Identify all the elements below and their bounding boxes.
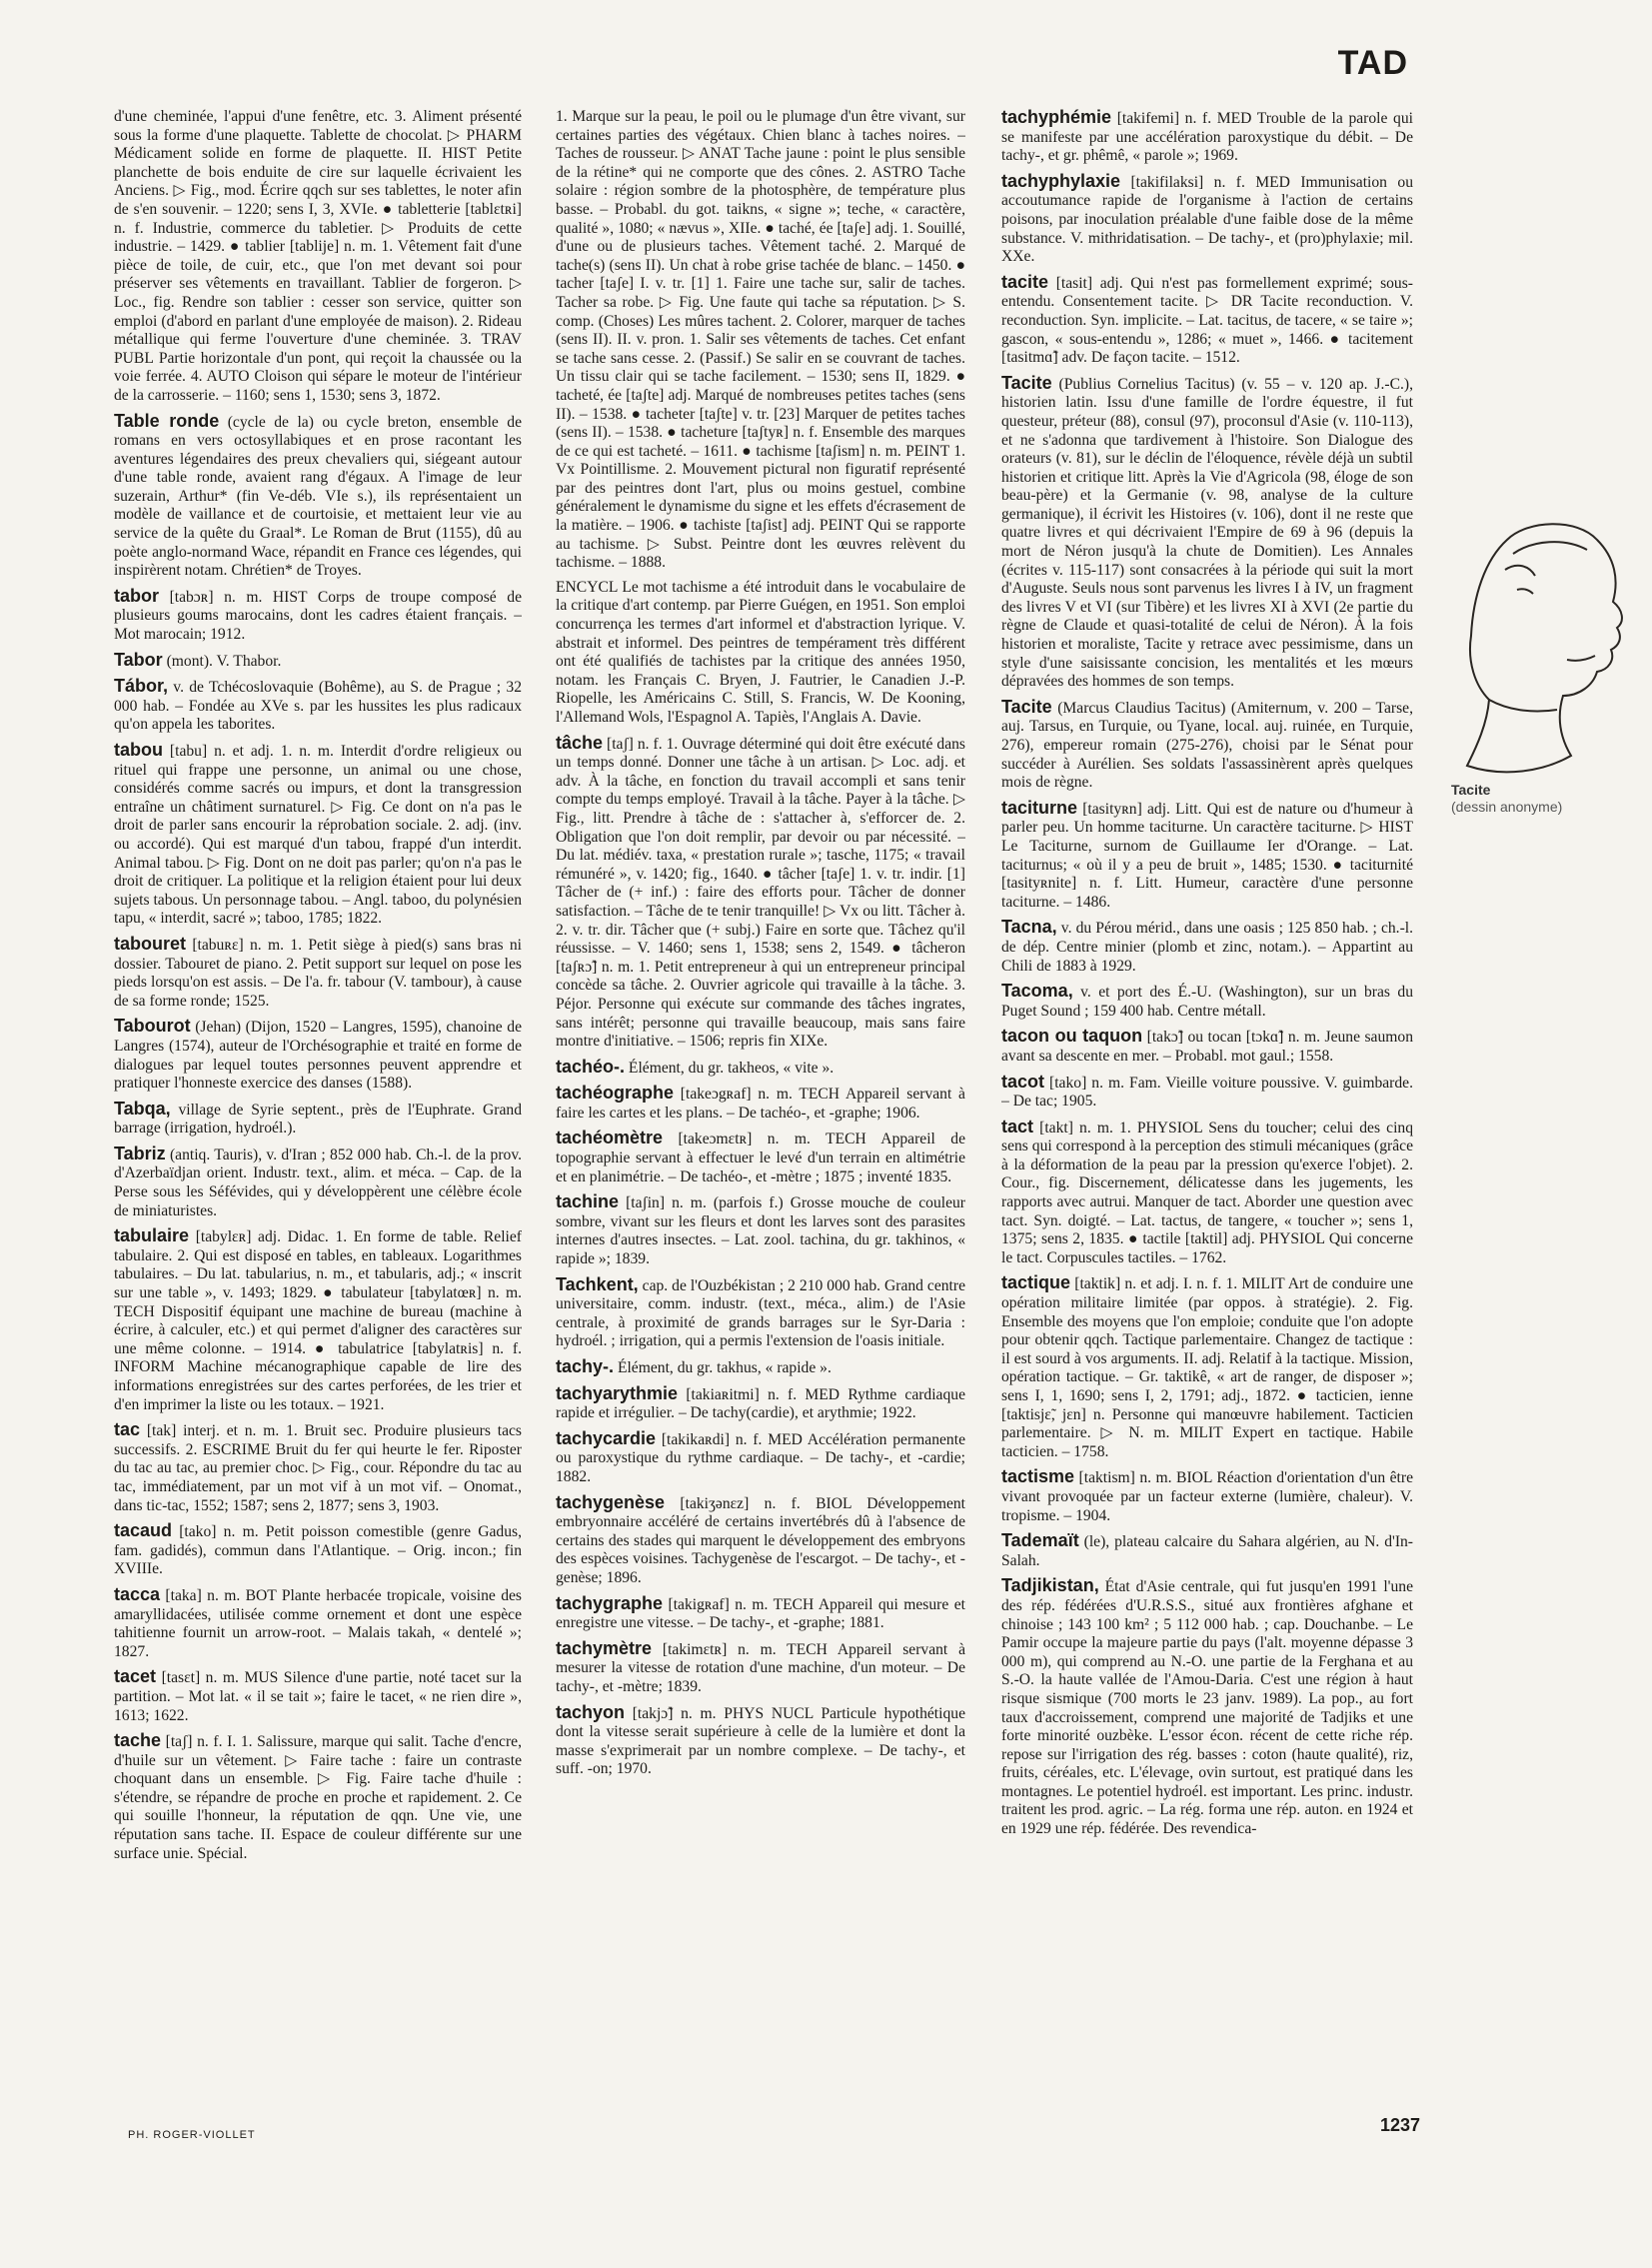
entry-text: [takeɔmɛtʀ] n. m. TECH Appareil de topographie servant à effectuer le levé d'un terrain en altimétrie et en planimétrie. – De tachéo-, et -mètre ; 1875 ; inventé 1835. bbox=[556, 1131, 965, 1185]
entry-text: [takiʒənɛz] n. f. BIOL Développement embryonnaire accéléré de certains invertébrés dû à l'absence de certains des stades qui marquent le développement des embryons des espèces voisines. Tachygenèse de l'escargot. – De tachy-, et -genèse; 1896. bbox=[556, 1494, 965, 1586]
dictionary-entry bbox=[1001, 1273, 1413, 1461]
dictionary-entry bbox=[1001, 273, 1413, 368]
dictionary-entry bbox=[114, 1585, 522, 1661]
dictionary-entry bbox=[114, 1226, 522, 1414]
entry-headword: tachymètre bbox=[556, 1637, 653, 1658]
dictionary-entry bbox=[556, 1192, 965, 1268]
entry-text: [tabɔʀ] n. m. HIST Corps de troupe composé de plusieurs goums marocains, dont les cadres étaient français. – Mot marocain; 1912. bbox=[114, 588, 522, 644]
entry-text: [tabylɛʀ] adj. Didac. 1. En forme de table. Relief tabulaire. 2. Qui est disposé en tables, en tableaux. Logarithmes tabulaires. – Du lat. tabularius, n. m., et tabularis, adj.; « inscrit sur une table », v. 1493; 1829. ● tabulateur [tabylatœʀ] n. m. TECH Dispositif équipant une machine de bureau (machine à écrire, à calculer, etc.) et qui permet d'aligner des caractères sur une même colonne. – 1914. ● tabulatrice [tabylatʀis] n. f. INFORM Machine mécanographique capable de lire des informations enregistrées sur des cartes perforées, de les trier et d'en imprimer la liste ou les totaux. – 1921. bbox=[114, 1228, 522, 1413]
entry-headword: tactisme bbox=[1001, 1466, 1075, 1487]
entry-headword: tacaud bbox=[114, 1520, 173, 1541]
entry-text: [tasɛt] n. m. MUS Silence d'une partie, noté tacet sur la partition. – Mot lat. « il se tait »; faire le tacet, « ne rien dire », 1613; 1622. bbox=[114, 1669, 522, 1724]
dictionary-entry bbox=[1001, 1073, 1413, 1112]
entry-headword: Tabriz bbox=[114, 1142, 166, 1163]
caption-subtitle: (dessin anonyme) bbox=[1451, 799, 1563, 815]
entry-headword: tacite bbox=[1001, 271, 1049, 292]
dictionary-entry bbox=[556, 108, 965, 573]
dictionary-entry bbox=[114, 651, 522, 672]
entry-text: 1. Marque sur la peau, le poil ou le plumage d'un être vivant, sur certaines parties des végétaux. Chien blanc à taches noires. – Taches de rousseur. ▷ ANAT Tache jaune : point le plus sensible de la rétine* qui ne comporte que des cônes. 2. ASTRO Tache solaire : région sombre de la photosphère, de température plus basse. – Probabl. du got. taikns, « signe »; teche, « caractère, qualité », 1080; « nævus », XIIe. ● taché, ée [taʃe] adj. 1. Souillé, d'une ou de plusieurs taches. Vêtement taché. 2. Marqué de tache(s) (sens II). Un chat à robe grise tachée de blanc. – 1450. ● tacher [taʃe] I. v. tr. [1] 1. Faire une tache sur, salir de taches. Tacher sa robe. ▷ Fig. Une faute qui tache sa réputation. ▷ S. comp. (Choses) Les mûres tachent. 2. Colorer, marquer de taches (sens II). II. v. pron. 1. Salir ses vêtements de taches. Cet enfant se tache sans cesse. 2. (Passif.) Se salir en se couvrant de taches. Un tissu clair qui se tache facilement. – 1530; sens II, 1829. ● tacheté, ée [taʃte] adj. Marqué de nombreuses petites taches (sens II). – 1538. ● tacheter [taʃte] v. tr. [23] Marquer de petites taches (sens II). – 1538. ● tacheture [taʃtyʀ] n. f. Ensemble des marques de ce qui est tacheté. – 1611. ● tachisme [taʃism] n. m. PEINT 1. Vx Pointillisme. 2. Mouvement pictural non figuratif représenté par des peintres dont l'art, plus ou moins gestuel, combine généralement le dynamisme du signe et les effets d'écrasement de la matière. – 1906. ● tachiste [taʃist] adj. PEINT Qui se rapporte au tachisme. ▷ Subst. Peintre dont les œuvres relèvent du tachisme. – 1888. bbox=[556, 108, 965, 572]
entry-text: [taktism] n. m. BIOL Réaction d'orientation d'un être vivant provoquée par un facteur externe (lumière, chaleur). V. tropisme. – 1904. bbox=[1001, 1469, 1413, 1524]
entry-headword: tachéo-. bbox=[556, 1056, 626, 1077]
dictionary-entry bbox=[1001, 982, 1413, 1021]
dictionary-entry bbox=[556, 579, 965, 728]
page-number: 1237 bbox=[1379, 2115, 1420, 2135]
entry-headword: tache bbox=[114, 1730, 162, 1751]
entry-text: v. du Pérou mérid., dans une oasis ; 125 850 hab. ; ch.-l. de dép. Centre minier (plomb et zinc, notam.). – Appartint au Chili de 1883 à 1929. bbox=[1001, 920, 1413, 975]
dictionary-entry bbox=[1001, 1467, 1413, 1525]
entry-headword: tachéomètre bbox=[556, 1128, 664, 1148]
dictionary-entry bbox=[556, 1493, 965, 1588]
entry-text: (le), plateau calcaire du Sahara algérien, au N. d'In-Salah. bbox=[1001, 1533, 1413, 1569]
dictionary-entry bbox=[556, 1639, 965, 1697]
entry-headword: Tabor bbox=[114, 649, 163, 670]
dictionary-entry bbox=[114, 741, 522, 929]
dictionary-entry bbox=[114, 677, 522, 735]
entry-text: v. de Tchécoslovaquie (Bohême), au S. de Prague ; 32 000 hab. – Fondée au XVe s. par les hussites les plus radicaux qu'on appela les taborites. bbox=[114, 679, 522, 734]
entry-text: [taka] n. m. BOT Plante herbacée tropicale, voisine des amaryllidacées, utilisée comme ornement et dont une espèce tahitienne fournit un arrow-root. – Malais takah, « dentelé »; 1827. bbox=[114, 1586, 522, 1660]
dictionary-entry bbox=[1001, 374, 1413, 692]
entry-text: [taʃ] n. f. I. 1. Salissure, marque qui salit. Tache d'encre, d'huile sur un vêtement. ▷ Faire tache : faire un contraste choquant dans un ensemble. ▷ Fig. Faire tache d'huile : s'étendre, se répandre de proche en proche et rapidement. 2. Ce qui souille l'honneur, la réputation de qqn. Une vie, une réputation sans tache. II. Espace de couleur différente sur une surface unie. Spécial. bbox=[114, 1733, 522, 1862]
entry-text: cap. de l'Ouzbékistan ; 2 210 000 hab. Grand centre universitaire, comm. industr. (text., méca., alim.) de l'Asie centrale, à proximité de grands barrages sur le Syr-Daria : hydroél. ; irrigation, qui a permis l'extension de l'oasis initiale. bbox=[556, 1276, 965, 1350]
dictionary-entry bbox=[1001, 172, 1413, 267]
dictionary-entry bbox=[1001, 108, 1413, 166]
entry-headword: tacca bbox=[114, 1583, 161, 1604]
entry-headword: Tábor, bbox=[114, 676, 169, 697]
entry-headword: tachygenèse bbox=[556, 1491, 666, 1512]
entry-text: [takeɔgʀaf] n. m. TECH Appareil servant à faire les cartes et les plans. – De tachéo-, et -graphe; 1906. bbox=[556, 1086, 965, 1122]
entry-headword: Table ronde bbox=[114, 410, 220, 431]
entry-text: [takɔ̃] ou tocan [tɔkɑ̃] n. m. Jeune saumon avant sa descente en mer. – Probabl. mot gaul.; 1558. bbox=[1001, 1029, 1413, 1065]
entry-headword: Tachkent, bbox=[556, 1273, 639, 1294]
dictionary-entry bbox=[556, 734, 965, 1052]
entry-headword: Tademaït bbox=[1001, 1530, 1079, 1551]
entry-headword: tachine bbox=[556, 1191, 620, 1212]
dictionary-entry bbox=[114, 587, 522, 645]
column-1 bbox=[114, 108, 522, 2107]
entry-text: [takimɛtʀ] n. m. TECH Appareil servant à mesurer la vitesse de rotation d'une machine, d'un moteur. – De tachy-, et -mètre; 1839. bbox=[556, 1640, 965, 1695]
entry-text: État d'Asie centrale, qui fut jusqu'en 1991 l'une des rép. fédérées d'U.R.S.S., situé aux frontières afghane et chinoise ; 143 100 km² ; 5 112 000 hab. ; cap. Douchanbe. – Le Pamir occupe la majeure partie du pays (l'alt. moyenne dépasse 3 000 m), qui comprend au N.-O. une partie de la Ferghana et au S.-O. la haute vallée de l'Amou-Daria. C'est une région à haut risque sismique (700 morts le 23 janv. 1989). La pop., au fort taux d'accroissement, comprend une majorité de Tadjiks et une forte minorité ouzbèke. L'essor écon. récent de cette riche rép. repose sur l'irrigation des rég. basses : coton (haute qualité), riz, fruits, céréales, etc. L'élevage, ovin surtout, est pratiqué dans les montagnes. Le potentiel hydroél. est important. Les princ. industr. traitent les prod. agric. – La rég. forma une rép. auton. en 1924 et en 1929 une rép. fédérée. Des revendica- bbox=[1001, 1578, 1413, 1838]
running-head: TAD bbox=[1337, 44, 1408, 82]
column-3 bbox=[1001, 108, 1413, 2107]
entry-text: [tabuʀɛ] n. m. 1. Petit siège à pied(s) sans bras ni dossier. Tabouret de piano. 2. Petit support sur lequel on pose les pieds lorsqu'on est assis. – De l'a. fr. tabour (V. tambour), à cause de sa forme ronde; 1525. bbox=[114, 936, 522, 1010]
entry-headword: Tacite bbox=[1001, 372, 1052, 393]
entry-text: d'une cheminée, l'appui d'une fenêtre, etc. 3. Aliment présenté sous la forme d'une plaquette. Tablette de chocolat. ▷ PHARM Médicament solide en forme de plaquette. II. HIST Petite planchette de bois enduite de cire sur laquelle écrivaient les Anciens. ▷ Fig., mod. Écrire qqch sur ses tablettes, le noter afin de s'en souvenir. – 1220; sens I, 3, XVIe. ● tabletterie [tablɛtʀi] n. f. Industrie, commerce du tabletier. ▷ Produits de cette industrie. – 1429. ● tablier [tablije] n. m. 1. Vêtement fait d'une pièce de toile, de cuir, etc., que l'on met devant soi pour préserver ses vêtements en travaillant. Tablier de forgeron. ▷ Loc., fig. Rendre son tablier : cesser son service, quitter son emploi (d'abord en parlant d'une employée de maison). 2. Rideau métallique qui ferme l'ouverture d'une cheminée. 3. TRAV PUBL Partie horizontale d'un pont, qui reçoit la chaussée ou la voie ferrée. 4. AUTO Cloison qui sépare le moteur de l'intérieur de la carrosserie. – 1160; sens 1, 1530; sens 3, 1872. bbox=[114, 108, 522, 404]
dictionary-entry bbox=[114, 1420, 522, 1515]
entry-text: [tasit] adj. Qui n'est pas formellement exprimé; sous-entendu. Consentement tacite. ▷ DR Tacite reconduction. V. reconduction. Syn. implicite. – Lat. tacitus, de tacere, « se taire »; gascon, « sous-entendu », 1286; « muet », 1466. ● tacitement [tasitmɑ̃] adv. De façon tacite. – 1512. bbox=[1001, 274, 1413, 367]
entry-text: ENCYCL Le mot tachisme a été introduit dans le vocabulaire de la critique d'art contemp. par Pierre Guégen, en 1951. Son emploi concurrença les termes d'art informel et d'abstraction lyrique. V. abstrait et informel. Des peintres de tempérament très différent ont été qualifiés de tachistes par la critique des années 1950, notam. les Français C. Bryen, J. Fautrier, le Canadien J.-P. Riopelle, les Américains C. Still, S. Francis, W. De Kooning, l'Allemand Wols, l'Espagnol A. Tapiès, l'Anglais A. Davie. bbox=[556, 578, 965, 726]
entry-headword: tabulaire bbox=[114, 1225, 190, 1246]
entry-text: [tak] interj. et n. m. 1. Bruit sec. Produire plusieurs tacs successifs. 2. ESCRIME Bruit du fer qui heurte le fer. Riposter du tac au tac, au premier choc. ▷ Fig., cour. Répondre du tac au tac, immédiatement, par un mot vif à un mot vif. – Onomat., dans tic-tac, 1552; 1587; sens 2, 1877; sens 3, 1903. bbox=[114, 1422, 522, 1514]
entry-text: [takiaʀitmi] n. f. MED Rythme cardiaque rapide et irrégulier. – De tachy(cardie), et arythmie; 1922. bbox=[556, 1385, 965, 1422]
dictionary-entry bbox=[1001, 698, 1413, 793]
entry-text: (Marcus Claudius Tacitus) (Amiternum, v. 200 – Tarse, auj. Tarsus, en Turquie, ou Tyane, local. auj. ruinée, en Turquie, 276), empereur romain (275-276), choisi par le Sénat pour succéder à Aurélien. Ses soldats l'assassinèrent après quelques mois de règne. bbox=[1001, 699, 1413, 792]
entry-headword: tachy-. bbox=[556, 1356, 615, 1376]
dictionary-entry bbox=[1001, 1118, 1413, 1268]
entry-text: Élément, du gr. takhus, « rapide ». bbox=[617, 1359, 831, 1376]
dictionary-entry bbox=[556, 1384, 965, 1423]
dictionary-entry bbox=[556, 1429, 965, 1487]
dictionary-entry bbox=[114, 108, 522, 406]
entry-headword: tabou bbox=[114, 740, 163, 760]
entry-text: [takifilaksi] n. f. MED Immunisation ou accoutumance rapide de l'organisme à l'action de certains poisons, par inoculation préalable d'une faible dose de la même substance. V. mithridatisation. – De tachy-, et (pro)phylaxie; mil. XXe. bbox=[1001, 173, 1413, 266]
dictionary-entry bbox=[1001, 1027, 1413, 1066]
entry-headword: Tadjikistan, bbox=[1001, 1575, 1099, 1596]
entry-headword: tachyon bbox=[556, 1701, 626, 1722]
entry-text: [takikaʀdi] n. f. MED Accélération permanente ou paroxystique du rythme cardiaque. – De tachy-, et -cardie; 1882. bbox=[556, 1430, 965, 1485]
entry-text: village de Syrie septent., près de l'Euphrate. Grand barrage (irrigation, hydroél.). bbox=[114, 1101, 522, 1137]
entry-text: [takifemi] n. f. MED Trouble de la parole qui se manifeste par une accélération paroxystique du débit. – De tachy-, et gr. phêmê, « parole »; 1969. bbox=[1001, 110, 1413, 165]
photo-credit: PH. ROGER-VIOLLET bbox=[128, 2129, 256, 2141]
entry-text: [tako] n. m. Petit poisson comestible (genre Gadus, fam. gadidés), commun dans l'Atlantique. – Orig. incon.; fin XVIIIe. bbox=[114, 1523, 522, 1578]
portrait-illustration bbox=[1447, 510, 1627, 790]
illustration-caption bbox=[1451, 782, 1651, 816]
entry-headword: tac bbox=[114, 1419, 141, 1440]
dictionary-entry bbox=[556, 1357, 965, 1378]
entry-text: (Publius Cornelius Tacitus) (v. 55 – v. 120 ap. J.-C.), historien latin. Issu d'une famille de l'ordre équestre, il fut questeur, préteur (88), consul (97), proconsul d'Asie (v. 110-113), et ne s'adonna que tardivement à l'histoire. Son Dialogue des orateurs (v. 81), sur le déclin de l'éloquence, révèle déjà un subtil historien et critique litt. Après la Vie d'Agricola (98, éloge de son beau-père) et la Germanie (v. 98, analyse de la culture germanique), il écrivit les Histoires (v. 106), dont il ne reste que quatre livres et qui décrivaient l'Empire de 69 à 96 (depuis la mort de Néron jusqu'à la chute de Domitien). Les Annales (écrites v. 115-117) sont consacrées à la période qui suit la mort d'Auguste. Seuls nous sont parvenus les livres I à IV, un fragment des livres V et VI (sur Tibère) et les livres XI à XVI (2e partie du règne de Claude et quasi-totalité de celui de Néron). À la fois historien et moraliste, Tacite y retrace avec pessimisme, dans un style d'une saisissante concision, les mentalités et les mœurs dépravées des hommes de son temps. bbox=[1001, 375, 1413, 691]
dictionary-entry bbox=[114, 1731, 522, 1863]
entry-headword: tact bbox=[1001, 1116, 1034, 1136]
entry-headword: tachycardie bbox=[556, 1427, 657, 1448]
entry-headword: Tacite bbox=[1001, 696, 1052, 717]
entry-headword: tactique bbox=[1001, 1272, 1071, 1293]
entry-headword: tacet bbox=[114, 1666, 157, 1687]
entry-headword: tacot bbox=[1001, 1071, 1045, 1092]
entry-text: [tako] n. m. Fam. Vieille voiture poussive. V. guimbarde. – De tac; 1905. bbox=[1001, 1074, 1413, 1111]
dictionary-entry bbox=[114, 935, 522, 1011]
entry-headword: tachyphylaxie bbox=[1001, 170, 1121, 191]
entry-text: [tabu] n. et adj. 1. n. m. Interdit d'ordre religieux ou rituel qui frappe une personne, un animal ou une chose, considérés comme sacrés ou impurs, et dont la transgression entraîne un châtiment surnaturel. ▷ Fig. Ce dont on n'a pas le droit de parler sans encourir la réprobation sociale. 2. adj. (inv. ou accordé). Qui est marqué d'un tabou, frappé d'un interdit. Animal tabou. ▷ Fig. Dont on ne doit pas parler; qu'on n'a pas le droit de critiquer. La politique et la religion étaient pour lui deux sujets tabous. Un personnage tabou. – Angl. taboo, du polynésien tapu, « interdit, sacré »; taboo, 1785; 1822. bbox=[114, 743, 522, 928]
entry-text: [tasityʀn] adj. Litt. Qui est de nature ou d'humeur à parler peu. Un homme taciturne. Un caractère taciturne. ▷ HIST Le Taciturne, surnom de Guillaume Ier d'Orange. – Lat. taciturnus; « où il y a peu de bruit », 1485; 1530. ● taciturnité [tasityʀnite] n. f. Litt. Humeur, caractère d'une personne taciturne. – 1486. bbox=[1001, 800, 1413, 911]
dictionary-entry bbox=[556, 1703, 965, 1779]
caption-title: Tacite bbox=[1451, 782, 1491, 798]
dictionary-entry bbox=[556, 1275, 965, 1351]
dictionary-entry bbox=[556, 1084, 965, 1123]
entry-headword: tachéographe bbox=[556, 1083, 675, 1104]
dictionary-entry bbox=[1001, 918, 1413, 976]
entry-text: [taktik] n. et adj. I. n. f. 1. MILIT Art de conduire une opération militaire limitée (par oppos. à stratégie). 2. Fig. Ensemble des moyens que l'on emploie; conduite que l'on adopte pour obtenir qqch. Tactique parlementaire. Changez de tactique : il est sourd à vos arguments. II. adj. Relatif à la tactique. Mission, opération tactique. – Gr. taktikê, « art de ranger, de disposer »; sens I, 1, 1690; sens I, 2, 1791; adj., 1872. ● tacticien, ienne [taktisjɛ̃, jɛn] n. Personne qui manœuvre habilement. Tacticien parlementaire. ▷ N. m. MILIT Expert en tactique. Habile tacticien. – 1758. bbox=[1001, 1275, 1413, 1460]
entry-headword: Tacna, bbox=[1001, 917, 1057, 938]
entry-headword: Tabourot bbox=[114, 1016, 191, 1037]
entry-text: [taʃin] n. m. (parfois f.) Grosse mouche de couleur sombre, vivant sur les fleurs et dont les larves sont des parasites internes d'autres insectes. – Lat. zool. tachina, du gr. takhinos, « rapide »; 1839. bbox=[556, 1194, 965, 1268]
entry-headword: tabouret bbox=[114, 933, 186, 954]
entry-text: (cycle de la) ou cycle breton, ensemble de romans en vers octosyllabiques et en prose racontant les aventures légendaires des preux chevaliers qui, siégeant autour d'une table ronde, avaient rang d'égaux. A l'image de leur suzerain, Arthur* (fin Ve-déb. VIe s.), ils représentaient un modèle de vaillance et de courtoisie, et mettaient leur vie au service de la quête du Graal*. Le Roman de Brut (1155), dû au poète anglo-normand Wace, répandit en France ces légendes, qui inspirèrent notam. Chrétien* de Troyes. bbox=[114, 413, 522, 580]
dictionary-entry bbox=[114, 1667, 522, 1725]
entry-text: v. et port des É.-U. (Washington), sur un bras du Puget Sound ; 159 400 hab. Centre métall. bbox=[1001, 984, 1413, 1020]
entry-text: [takjɔ̃] n. m. PHYS NUCL Particule hypothétique dont la vitesse serait supérieure à celle de la lumière et dont la masse s'exprimerait par un nombre complexe. – De tachy-, et suff. -on; 1970. bbox=[556, 1704, 965, 1778]
entry-headword: tachyarythmie bbox=[556, 1382, 679, 1403]
entry-headword: Tacoma, bbox=[1001, 981, 1073, 1002]
entry-text: Élément, du gr. takheos, « vite ». bbox=[628, 1059, 834, 1077]
dictionary-entry bbox=[1001, 1576, 1413, 1838]
entry-headword: tabor bbox=[114, 585, 159, 606]
entry-text: (Jehan) (Dijon, 1520 – Langres, 1595), chanoine de Langres (1574), auteur de l'Orchésographie et traité en forme de dialogues par lequel toutes personnes peuvent apprendre et pratiquer l'honneste exercice des danses (1588). bbox=[114, 1019, 522, 1093]
entry-headword: tachygraphe bbox=[556, 1592, 664, 1613]
entry-text: [takigʀaf] n. m. TECH Appareil qui mesure et enregistre une vitesse. – De tachy-, et -graphe; 1881. bbox=[556, 1595, 965, 1632]
dictionary-entry bbox=[556, 1129, 965, 1186]
dictionary-entry bbox=[1001, 799, 1413, 913]
entry-text: (antiq. Tauris), v. d'Iran ; 852 000 hab. Ch.-l. de la prov. d'Azerbaïdjan orient. Industr. text., alim. et méca. – Cap. de la Perse sous les Séfévides, qui y développèrent une célèbre école de miniaturistes. bbox=[114, 1145, 522, 1219]
dictionary-entry bbox=[114, 1521, 522, 1579]
dictionary-entry bbox=[114, 1017, 522, 1093]
entry-headword: tâche bbox=[556, 732, 604, 753]
dictionary-entry bbox=[556, 1058, 965, 1079]
dictionary-entry bbox=[1001, 1531, 1413, 1570]
entry-headword: tacon ou taquon bbox=[1001, 1026, 1143, 1047]
dictionary-entry bbox=[114, 1144, 522, 1220]
entry-text: (mont). V. Thabor. bbox=[166, 652, 282, 670]
entry-headword: tachyphémie bbox=[1001, 108, 1112, 127]
entry-headword: taciturne bbox=[1001, 797, 1078, 818]
dictionary-entry bbox=[114, 412, 522, 581]
entry-text: [taʃ] n. f. 1. Ouvrage déterminé qui doit être exécuté dans un temps donné. Donner une tâche à un artisan. ▷ Loc. adj. et adv. À la tâche, en fonction du travail accompli et sans tenir compte du temps employé. Travail à la tâche. Payer à la tâche. ▷ Fig., litt. Prendre à tâche de : s'attacher à, s'efforcer de. 2. Obligation que l'on doit remplir, par devoir ou par nécessité. – Du lat. médiév. taxa, « prestation rurale »; tasche, 1175; « travail rémunéré », v. 1420; fig., 1640. ● tâcher [taʃe] 1. v. tr. indir. [1] Tâcher de (+ inf.) : faire des efforts pour. Tâcher de donner satisfaction. – Tâche de te tenir tranquille! ▷ Vx ou litt. Tâcher à. 2. v. tr. dir. Tâcher que (+ subj.) Faire en sorte que. Tâchez qu'il réussisse. – V. 1460; sens 1, 1538; sens 2, 1549. ● tâcheron [taʃʀɔ̃] n. m. 1. Petit entrepreneur à qui un entrepreneur principal concède sa tâche. 2. Ouvrier agricole qui travaille à la tâche. 3. Péjor. Personne qui exécute sur commande des tâches ingrates, sans intérêt; personne qui travaille beaucoup, mais sans faire montre d'initiative. – 1506; repris fin XIXe. bbox=[556, 735, 965, 1051]
dictionary-entry bbox=[114, 1100, 522, 1138]
entry-text: [takt] n. m. 1. PHYSIOL Sens du toucher; celui des cinq sens qui correspond à la perception des stimuli mécaniques (grâce à la déformation de la peau par la pression qu'exerce l'objet). 2. Cour., fig. Discernement, délicatesse dans les jugements, les rapports avec autrui. Manquer de tact. Aborder une question avec tact. Syn. doigté. – Lat. tactus, de tangere, « toucher »; sens 1, 1375; sens 2, 1835. ● tactile [taktil] adj. PHYSIOL Qui concerne le tact. Corpuscules tactiles. – 1762. bbox=[1001, 1119, 1413, 1266]
column-2 bbox=[556, 108, 965, 2107]
entry-headword: Tabqa, bbox=[114, 1098, 171, 1119]
dictionary-entry bbox=[556, 1594, 965, 1633]
